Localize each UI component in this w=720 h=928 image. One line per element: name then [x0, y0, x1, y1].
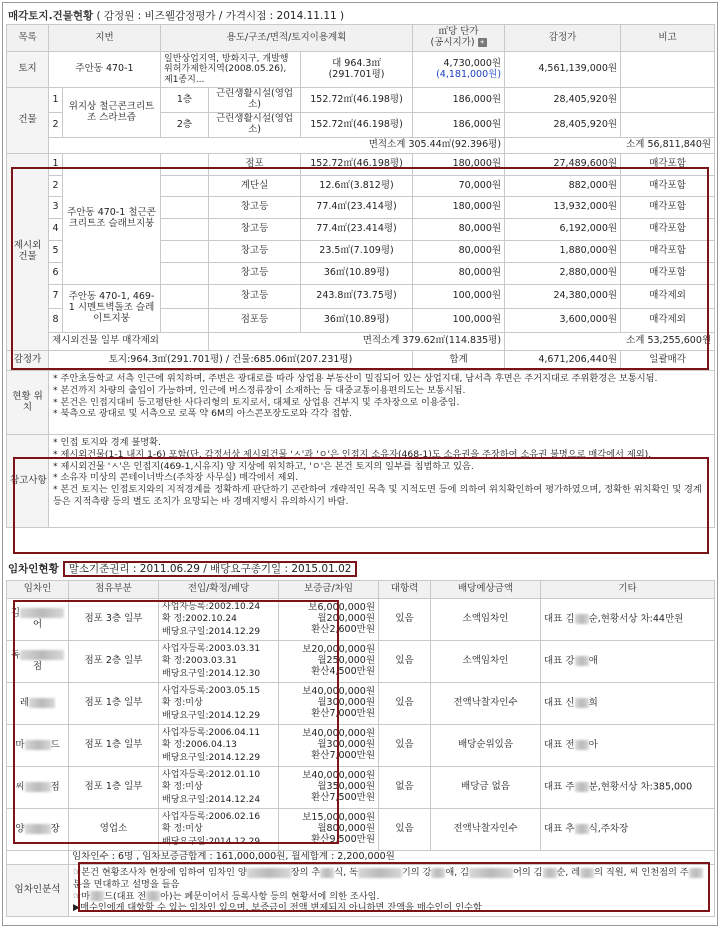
excluded-subtotal: 제시외건물 일부 매각제외 면적소계 379.62㎡(114.835평) 소계 53,255,600원 — [7, 333, 715, 351]
col-use: 용도/구조/면적/토지이용계획 — [161, 25, 413, 52]
tenant-analysis-text: ☞본건 현황조사차 현장에 임하여 임차인 양 장의 추 식, 독 기의 강 애, 김 어의 김 순, 레 의 직원, 씨 인천점의 주분을 면대하고 설명을 들음 ☞마 드(대표 전 아)는 폐문이어서 등록사항 등의 현황서에 의한 조사임. ▶매수인에게 대항할 수 있는 임차인 있으며, 보증금이 전액 변제되지 아니하면 잔액을 매수인이 인수함 — [69, 865, 715, 917]
info-icon[interactable]: + — [479, 38, 486, 46]
building-subtotal: 면적소계 305.44㎡(92.396평) 소계 56,811,840원 — [7, 138, 715, 154]
section-title: 매각토지.건물현황 ( 감정원 : 비즈웰감정평가 / 가격시점 : 2014.11.11 ) — [8, 10, 345, 22]
masked-text — [29, 698, 55, 708]
excluded-row: 6 창고등 36㎡(10.89평) 80,000원 2,880,000원 매각포함 — [7, 263, 715, 285]
tenant-row: 양 장 영업소 사업자등록:2006.02.16 확 정:미상 배당요구일:2014.12.29 보15,000,000원 월800,000원 환산9,500만원 있음 전액낙찰자인수 대표 추 식,주차장 — [7, 809, 715, 851]
excluded-row: 3 창고등 77.4㎡(23.414평) 180,000원 13,932,000원 매각포함 — [7, 197, 715, 219]
tenant-row: 독 점 점포 2층 일부 사업자등록:2003.03.31 확 정:2003.03.31 배당요구일:2014.12.30 보20,000,000원 월250,000원 환산4,500만원 있음 소액임차인 대표 강 애 — [7, 641, 715, 683]
col-unit: ㎡당 단가 (공시지가) + — [413, 25, 505, 52]
location-row: 현황 위치 * 주안초등학교 서측 인근에 위치하며, 주변은 광대로를 따라 상업용 부동산이 밀집되어 있는 상업지대, 남서측 후면은 주거지대로 주위환경은 보통시됨. * 본건까지 차량의 출입이 가능하며, 인근에 버스정류장이 소재하는 등 대중교통이용편의도는 보통시됨. * 본건은 인접지대비 등고평탄한 사다리형의 토지로서, 대체로 상업용 건부지 및 주차장으로 이용중임. * 북측으로 광대로 및 서측으로 로폭 약 6M의 아스콘포장도로와 각각 접함. — [7, 371, 715, 435]
appraisal-row: 감정가 토지:964.3㎡(291.701평) / 건물:685.06㎡(207.231평) 합계 4,671,206,440원 일괄매각 — [7, 351, 715, 371]
masked-text — [20, 608, 64, 618]
tenant-table: 임차인 점유부분 전입/확정/배당 보증금/차임 대항력 배당예상금액 기타 — [6, 580, 715, 599]
location-text: * 주안초등학교 서측 인근에 위치하며, 주변은 광대로를 따라 상업용 부동산이 밀집되어 있는 상업지대, 남서측 후면은 주거지대로 주위환경은 보통시됨. * 본건까지 차량의 출입이 가능하며, 인근에 버스정류장이 소재하는 등 대중교통이용편의도는 보통시됨. * 본건은 인접지대비 등고평탄한 사다리형의 토지로서, 대체로 상업용 건부지 및 주차장으로 이용중임. * 북측으로 광대로 및 서측으로 로폭 약 6M의 아스콘포장도로와 각각 접함. — [49, 371, 715, 435]
col-price: 감정가 — [505, 25, 621, 52]
tenant-row: 레 점포 1층 일부 사업자등록:2003.05.15 확 정:미상 배당요구일:2014.12.29 보40,000,000원 월300,000원 환산7,000만원 있음 전액낙찰자인수 대표 신 희 — [7, 683, 715, 725]
excluded-row: 7 주안동 470-1, 469-1 시멘트벽돌조 슬레이트지붕 창고등 243.8㎡(73.75평) 100,000원 24,380,000원 매각제외 — [7, 285, 715, 309]
tenant-rows — [6, 598, 715, 917]
tenant-row: 마 드 점포 1층 일부 사업자등록:2006.04.11 확 정:2006.04.13 배당요구일:2014.12.29 보40,000,000원 월300,000원 환산7,000만원 있음 배당순위있음 대표 전 아 — [7, 725, 715, 767]
rights-box: 말소기준권리 : 2011.06.29 / 배당요구종기일 : 2015.01.02 — [63, 561, 358, 577]
excluded-row: 제시외 건물 1 주안동 470-1 철근콘크리트조 슬래브지붕 점포 152.72㎡(46.198평) 180,000원 27,489,600원 매각포함 — [7, 154, 715, 176]
building-row: 2 2층 근린생활시설(영업소) 152.72㎡(46.198평) 186,000원 28,405,920원 — [7, 113, 715, 138]
col-list: 목록 — [7, 25, 49, 52]
masked-text — [20, 650, 64, 660]
tenant-row: 김 어 점포 3층 일부 사업자등록:2002.10.24 확 정:2002.10.24 배당요구일:2014.12.29 보6,000,000원 월200,000원 환산2,600만원 있음 소액임차인 대표 김 순,현황서상 차:44만원 — [7, 599, 715, 641]
masked-text — [25, 782, 51, 792]
col-note: 비고 — [621, 25, 715, 52]
excluded-row: 2 계단실 12.6㎡(3.812평) 70,000원 882,000원 매각포함 — [7, 176, 715, 197]
excluded-row: 5 창고등 23.5㎡(7.109평) 80,000원 1,880,000원 매각포함 — [7, 241, 715, 263]
col-lot: 지번 — [49, 25, 161, 52]
tenant-row: 씨 점 점포 1층 일부 사업자등록:2012.01.10 확 정:미상 배당요구일:2014.12.24 보40,000,000원 월350,000원 환산7,500만원 없음 배당금 없음 대표 주 분,현황서상 차:385,000 — [7, 767, 715, 809]
tenant-section-title: 임차인현황 말소기준권리 : 2011.06.29 / 배당요구종기일 : 2015.01.02 — [8, 561, 357, 576]
property-table — [6, 24, 715, 528]
reference-text: * 인접 토지와 경계 불명확. * 제시외건물(1-1 내지 1-6) 포함(단, 감정서상 제시외건물 'ㅅ'과 'ㅇ'은 인접지 소유자(468-1)도 소유권을 주장하여 소유권 불명으로 매각에서 제외). * 제시외건물 'ㅅ'은 인접지(469-1,시유지) 양 지상에 위치하고, 'ㅇ'은 본건 토지의 일부를 침범하고 있음. * 소유자 미상의 콘테이너박스(주차장 사무실) 매각에서 제외. * 본건 토지는 인접토지와의 지적경계를 정확하게 판단하기 곤란하여 개략적인 목측 및 지적도면 등에 의하여 위치확인하여 평가하였으며, 정확한 위치확인 및 경계 등은 지적측량 등의 별도 조치가 요망되는 바 경매지행시 유의하시기 바람. — [49, 435, 715, 528]
masked-text — [25, 740, 51, 750]
excluded-row: 4 창고등 77.4㎡(23.414평) 80,000원 6,192,000원 매각포함 — [7, 219, 715, 241]
tenant-summary-row: 임차인수 : 6명 , 임차보증금합계 : 161,000,000원, 월세합계 : 2,200,000원 — [7, 851, 715, 865]
masked-text — [25, 824, 51, 834]
land-row: 토지 주안동 470-1 일반상업지역, 방화지구, 개발행위허가제한지역(2008.05.26), 제1종지... 대 964.3㎡ (291.701평) 4,730,000원 (4,181,000원) 4,561,139,000원 — [7, 52, 715, 88]
excluded-row: 8 점포등 36㎡(10.89평) 100,000원 3,600,000원 매각제외 — [7, 309, 715, 333]
tenant-analysis-row: 임차인분석 ☞본건 현황조사차 현장에 임하여 임차인 양 장의 추 식, 독 기의 강 애, 김 어의 김 순, 레 의 직원, 씨 인천점의 주분을 면대하고 설명을 들음 ☞마 드(대표 전 아)는 폐문이어서 등록사항 등의 현황서에 의한 조사임. ▶매수인에게 대항할 수 있는 임차인 있으며, 보증금이 전액 변제되지 아니하면 잔액을 매수인이 인수함 — [7, 865, 715, 917]
reference-row: 참고사항 * 인접 토지와 경계 불명확. * 제시외건물(1-1 내지 1-6) 포함(단, 감정서상 제시외건물 'ㅅ'과 'ㅇ'은 인접지 소유자(468-1)도 소유권을 주장하여 소유권 불명으로 매각에서 제외). * 제시외건물 'ㅅ'은 인접지(469-1,시유지) 양 지상에 위치하고, 'ㅇ'은 본건 토지의 일부를 침범하고 있음. * 소유자 미상의 콘테이너박스(주차장 사무실) 매각에서 제외. * 본건 토지는 인접토지와의 지적경계를 정확하게 판단하기 곤란하여 개략적인 목측 및 지적도면 등에 의하여 위치확인하여 평가하였으며, 정확한 위치확인 및 경계 등은 지적측량 등의 별도 조치가 요망되는 바 경매지행시 유의하시기 바람. — [7, 435, 715, 528]
building-row: 건물 1 위지상 철근콘크리트조 스라브즙 1층 근린생활시설(영업소) 152.72㎡(46.198평) 186,000원 28,405,920원 — [7, 88, 715, 113]
